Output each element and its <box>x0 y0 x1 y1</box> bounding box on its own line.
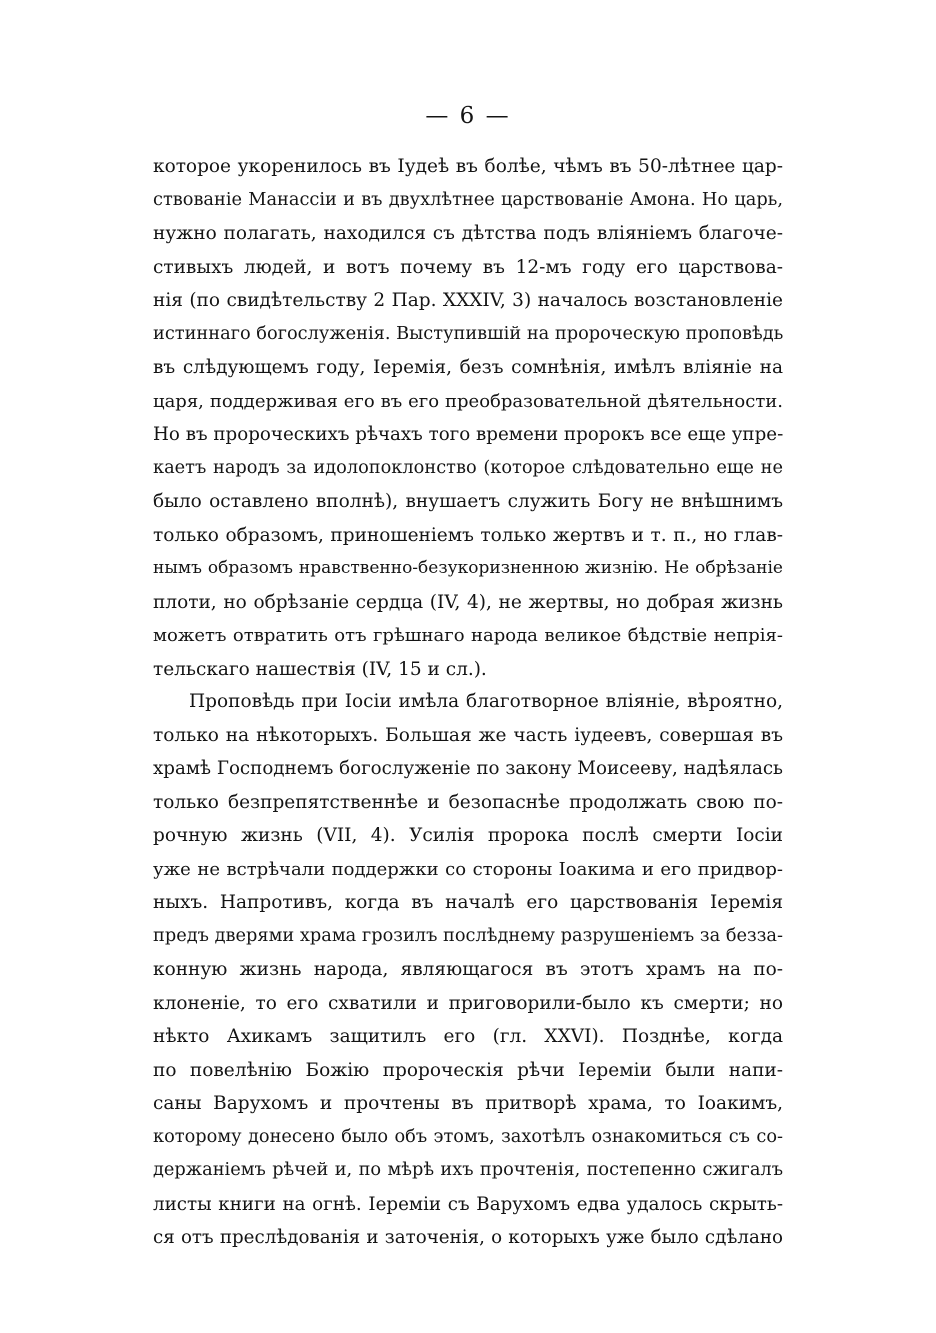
text-line: по повелѣнію Божію пророческія рѣчи Іереміи были напи- <box>153 1059 783 1081</box>
text-line: нія (по свидѣтельству 2 Пар. XXXIV, 3) началось возстановленіе <box>153 290 783 311</box>
text-line: только на нѣкоторыхъ. Большая же часть іудеевъ, совершая въ <box>153 724 783 746</box>
text-line: рочную жизнь (VII, 4). Усилія пророка послѣ смерти Іосіи <box>153 825 783 846</box>
text-line: ся отъ преслѣдованія и заточенія, о которыхъ уже было сдѣлано <box>153 1227 783 1248</box>
text-line: истиннаго богослуженія. Выступившій на пророческую проповѣдь <box>153 323 784 344</box>
text-line: только образомъ, приношеніемъ только жертвъ и т. п., но глав- <box>153 524 783 546</box>
paragraph-2 <box>153 685 783 1255</box>
text-line: держаніемъ рѣчей и, по мѣрѣ ихъ прочтенія, постепенно сжигалъ <box>153 1160 783 1180</box>
text-line: Но въ пророческихъ рѣчахъ того времени пророкъ все еще упре- <box>153 424 784 445</box>
text-line: въ слѣдующемъ году, Іеремія, безъ сомнѣнія, имѣлъ вліяніе на <box>153 357 783 378</box>
text-line: плоти, но обрѣзаніе сердца (IV, 4), не жертвы, но добрая жизнь <box>153 591 783 613</box>
text-line: можетъ отвратить отъ грѣшнаго народа великое бѣдствіе непрія- <box>153 625 783 646</box>
text-line: храмѣ Господнемъ богослуженіе по закону Моисееву, надѣялась <box>153 758 783 779</box>
text-line: нужно полагать, находился съ дѣтства подъ вліяніемъ благоче- <box>153 223 783 244</box>
text-line: тельскаго нашествія (IV, 15 и сл.). <box>153 658 487 680</box>
paragraph-1 <box>153 150 783 686</box>
text-line: ныхъ. Напротивъ, когда въ началѣ его царствованія Іеремія <box>153 892 783 913</box>
text-line: которое укоренилось въ Іудеѣ въ болѣе, чѣмъ въ 50-лѣтнее цар- <box>153 156 783 177</box>
text-line: ствованіе Манассіи и въ двухлѣтнее царствованіе Амона. Но царь, <box>153 189 783 210</box>
text-line: саны Варухомъ и прочтены въ притворѣ храма, то Іоакимъ, <box>153 1093 783 1114</box>
text-line: нѣкто Ахикамъ защитилъ его (гл. XXVI). Позднѣе, когда <box>153 1026 783 1047</box>
text-line: конную жизнь народа, являющагося въ этотъ храмъ на по- <box>153 959 783 980</box>
text-line: которому донесено было объ этомъ, захотѣлъ ознакомиться съ со- <box>153 1126 783 1147</box>
text-line: только безпрепятственнѣе и безопаснѣе продолжать свою по- <box>153 791 783 813</box>
text-line: было оставлено вполнѣ), внушаетъ служить Богу не внѣшнимъ <box>153 491 783 512</box>
text-line: предъ дверями храма грозилъ послѣднему разрушеніемъ за безза- <box>153 925 783 946</box>
text-line: листы книги на огнѣ. Іереміи съ Варухомъ едва удалось скрыть- <box>153 1193 783 1215</box>
page-number: — 6 — <box>425 103 511 129</box>
text-line: нымъ образомъ нравственно-безукоризненною жизнію. Не обрѣзаніе <box>153 558 783 578</box>
text-line: каетъ народъ за идолопоклонство (которое слѣдовательно еще не <box>153 457 783 478</box>
text-line: Проповѣдь при Іосіи имѣла благотворное вліяніе, вѣроятно, <box>189 691 783 712</box>
text-line: царя, поддерживая его въ его преобразовательной дѣятельности. <box>153 390 783 412</box>
text-line: стивыхъ людей, и вотъ почему въ 12-мъ году его царствова- <box>153 256 783 278</box>
text-line: клоненіе, то его схватили и приговорили-было къ смерти; но <box>153 992 783 1014</box>
text-line: уже не встрѣчали поддержки со стороны Іоакима и его придвор- <box>153 858 783 880</box>
